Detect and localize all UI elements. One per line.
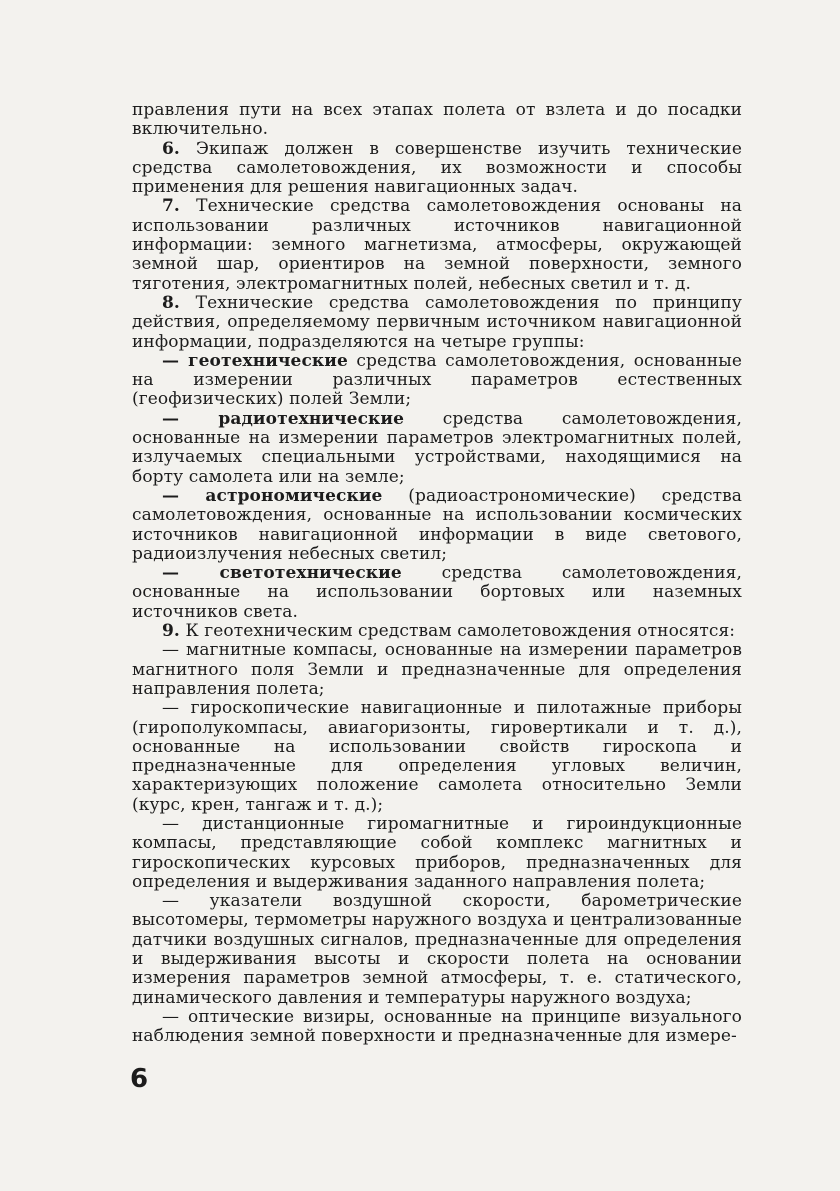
paragraph-text: Технические средства самолетовождения основаны на использовании различных источников навигационной информации: земного магнетизма, атмосферы, окружающей земной шар, ориентиров на земной поверхности, земного тяготения, электромагнитных полей, небесных светил и т. д. (132, 196, 742, 294)
bold-term: радиотехнические (218, 408, 405, 429)
list-dash: — (162, 350, 189, 371)
paragraph-9 (132, 622, 742, 641)
group-item-radiotechnical (132, 410, 742, 487)
list-dash: — (162, 408, 219, 429)
paragraph-text: (радиоастрономические) средства самолетовождения, основанные на использовании космических источников навигационной информации в виде светового, радиоизлучения небесных светил; (132, 485, 742, 564)
paragraph-text: Технические средства самолетовождения по принципу действия, определяемому первичным источником навигационной информации, подразделяются на четыре группы: (132, 292, 742, 352)
bold-term: светотехнические (219, 563, 402, 584)
group-item-geotechnical (132, 352, 742, 410)
paragraph-6 (132, 140, 742, 198)
page-number: 6 (130, 1064, 149, 1094)
list-item (132, 815, 742, 892)
list-item (132, 641, 742, 699)
paragraph-text: средства самолетовождения, основанные на измерении параметров электромагнитных полей, излучаемых специальными устройствами, находящимися на борту самолета или на земле; (132, 408, 742, 487)
paragraph-number: 9. (162, 621, 180, 642)
list-item (132, 1008, 742, 1047)
paragraph-8 (132, 294, 742, 352)
list-item-text: — магнитные компасы, основанные на измерении параметров магнитного поля Земли и предназначенные для определения направления полета; (132, 640, 742, 699)
paragraph-continuation (132, 101, 742, 140)
paragraph-text: средства самолетовождения, основанные на измерении различных параметров естественных (геофизических) полей Земли; (132, 350, 742, 410)
paragraph-number: 8. (162, 292, 180, 313)
list-dash: — (162, 563, 220, 584)
paragraph-text: К геотехническим средствам самолетовождения относятся: (179, 621, 736, 642)
body-text (132, 101, 742, 1047)
bold-term: геотехнические (188, 350, 348, 371)
list-item (132, 699, 742, 815)
list-item-text: — дистанционные гиромагнитные и гироиндукционные компасы, представляющие собой комплекс магнитных и гироскопических курсовых приборов, предназначенных для определения и выдерживания заданного направления полета; (132, 813, 742, 892)
group-item-lighttechnical (132, 564, 742, 622)
list-dash: — (162, 485, 206, 506)
paragraph-text: средства самолетовождения, основанные на использовании бортовых или наземных источников света. (132, 563, 742, 622)
list-item-text: — указатели воздушной скорости, барометрические высотомеры, термометры наружного воздуха и централизованные датчики воздушных сигналов, предназначенные для определения и выдерживания высоты и скорости полета на основании измерения параметров земной атмосферы, т. е. статического, динамического давления и температуры наружного воздуха; (132, 891, 742, 1008)
list-item-text: — гироскопические навигационные и пилотажные приборы (гирополукомпасы, авиагоризонты, гировертикали и т. д.), основанные на использовании свойств гироскопа и предназначенные для определения угловых величин, характеризующих положение самолета относительно Земли (курс, крен, тангаж и т. д.); (132, 698, 742, 815)
list-item-text: — оптические визиры, основанные на принципе визуального наблюдения земной поверхности и предназначенные для измере- (132, 1006, 742, 1047)
paragraph-number: 7. (162, 196, 180, 217)
paragraph-text: Экипаж должен в совершенстве изучить технические средства самолетовождения, их возможности и способы применения для решения навигационных задач. (132, 138, 742, 198)
group-item-astronomical (132, 487, 742, 564)
bold-term: астрономические (205, 485, 383, 506)
paragraph-7 (132, 197, 742, 293)
paragraph-text: правления пути на всех этапах полета от взлета и до посадки включительно. (132, 100, 742, 140)
paragraph-number: 6. (162, 138, 180, 159)
list-item (132, 892, 742, 1008)
